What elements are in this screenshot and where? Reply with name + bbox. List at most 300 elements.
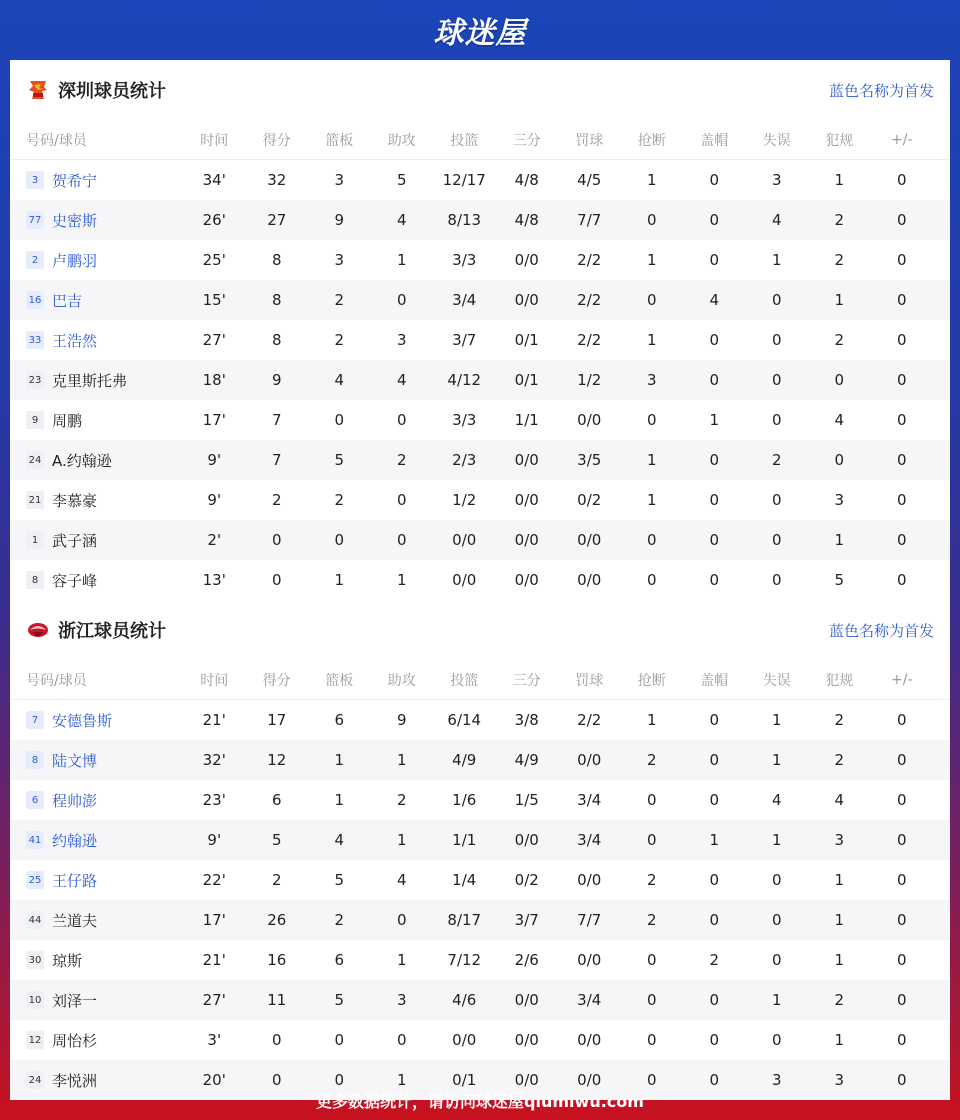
- stat-cell: 0: [709, 491, 720, 509]
- stat-cell: 2: [334, 331, 345, 349]
- stat-cell: 4/6: [452, 991, 477, 1009]
- stat-cell: 0: [709, 171, 720, 189]
- table-header: [10, 660, 950, 700]
- stat-cell: 5: [334, 451, 345, 469]
- jersey-number-badge: 24: [26, 1071, 44, 1089]
- player-cell: [10, 170, 183, 191]
- stat-cell: 32': [202, 751, 226, 769]
- jersey-number-badge: 3: [26, 171, 44, 189]
- stat-cell: 2/3: [452, 451, 477, 469]
- stat-cell: 1: [646, 451, 657, 469]
- stat-cell: 0: [709, 991, 720, 1009]
- stat-cell: 0: [646, 1071, 657, 1089]
- stat-cell: 3: [771, 1071, 782, 1089]
- column-header: 盖帽: [700, 672, 729, 689]
- stat-cell: 2: [771, 451, 782, 469]
- stat-cell: 0: [396, 411, 407, 429]
- stat-cell: 2: [834, 331, 845, 349]
- stat-cell: 0: [709, 251, 720, 269]
- stat-cell: 0/0: [577, 951, 602, 969]
- player-cell: [10, 910, 183, 931]
- starter-legend: 蓝色名称为首发: [828, 81, 934, 100]
- stat-cell: 1: [709, 411, 720, 429]
- player-cell: [10, 1030, 183, 1051]
- stat-cell: 0: [646, 211, 657, 229]
- stat-cell: 0: [709, 911, 720, 929]
- stat-cell: 0/1: [514, 371, 539, 389]
- stat-cell: 0: [646, 951, 657, 969]
- column-header: 助攻: [387, 672, 416, 689]
- stat-cell: 8: [271, 291, 282, 309]
- player-cell: [10, 410, 183, 431]
- stat-cell: 27': [202, 991, 226, 1009]
- stat-cell: 8/13: [447, 211, 482, 229]
- player-row[interactable]: [10, 940, 950, 980]
- stat-cell: 0/0: [514, 451, 539, 469]
- stat-cell: 3': [207, 1031, 222, 1049]
- stat-cell: 0: [896, 871, 907, 889]
- stat-cell: 2: [834, 991, 845, 1009]
- player-cell: [10, 790, 183, 811]
- stat-cell: 0: [709, 531, 720, 549]
- player-name[interactable]: 容子峰: [52, 571, 98, 590]
- stat-cell: 0/0: [577, 871, 602, 889]
- stat-cell: 0: [771, 411, 782, 429]
- stat-cell: 0: [771, 331, 782, 349]
- stat-cell: 0: [271, 1031, 282, 1049]
- column-header: 失误: [762, 672, 791, 689]
- player-name[interactable]: 兰道夫: [52, 911, 98, 930]
- stat-cell: 27': [202, 331, 226, 349]
- player-name[interactable]: 王仔路: [52, 871, 98, 890]
- stat-cell: 2/2: [577, 251, 602, 269]
- jersey-number-badge: 6: [26, 791, 44, 809]
- stat-cell: 1: [334, 751, 345, 769]
- stat-cell: 0: [771, 291, 782, 309]
- column-header: 罚球: [575, 672, 604, 689]
- stat-cell: 4: [709, 291, 720, 309]
- stat-cell: 4/8: [514, 211, 539, 229]
- stat-cell: 27: [267, 211, 287, 229]
- player-name[interactable]: 武子涵: [52, 531, 98, 550]
- stat-cell: 0/0: [514, 491, 539, 509]
- stat-cell: 7/7: [577, 211, 602, 229]
- jersey-number-badge: 23: [26, 371, 44, 389]
- stat-cell: 0: [709, 571, 720, 589]
- stat-cell: 1: [834, 1031, 845, 1049]
- player-row[interactable]: [10, 900, 950, 940]
- stat-cell: 16: [267, 951, 287, 969]
- column-header: 时间: [200, 672, 229, 689]
- player-cell: [10, 250, 183, 271]
- stat-cell: 3/4: [577, 791, 602, 809]
- stat-cell: 23': [202, 791, 226, 809]
- stat-cell: 0: [896, 991, 907, 1009]
- column-header: 得分: [262, 672, 291, 689]
- player-row[interactable]: [10, 560, 950, 600]
- jersey-number-badge: 16: [26, 291, 44, 309]
- stat-cell: 0/1: [514, 331, 539, 349]
- team-section-zhejiang: [10, 600, 950, 1100]
- player-name[interactable]: 贺希宁: [52, 171, 98, 190]
- stat-cell: 1/5: [514, 791, 539, 809]
- stat-cell: 1: [646, 171, 657, 189]
- stat-cell: 0: [646, 291, 657, 309]
- stat-cell: 7: [271, 411, 282, 429]
- section-header: [10, 60, 950, 120]
- player-rows: [10, 700, 950, 1100]
- stat-cell: 1: [646, 251, 657, 269]
- player-cell: [10, 990, 183, 1011]
- stat-cell: 5: [271, 831, 282, 849]
- stat-cell: 0: [896, 291, 907, 309]
- player-row[interactable]: [10, 980, 950, 1020]
- stat-cell: 0: [896, 1071, 907, 1089]
- stat-cell: 32: [267, 171, 287, 189]
- player-row[interactable]: [10, 440, 950, 480]
- section-title-group: [26, 77, 166, 103]
- stat-cell: 1/1: [452, 831, 477, 849]
- stat-cell: 5: [334, 871, 345, 889]
- section-title-group: [26, 617, 166, 643]
- stat-cell: 3: [396, 331, 407, 349]
- stat-cell: 4/12: [447, 371, 482, 389]
- stat-cell: 0: [271, 531, 282, 549]
- stat-cell: 0: [271, 1071, 282, 1089]
- column-header: +/-: [891, 131, 913, 148]
- column-header: 犯规: [825, 672, 854, 689]
- stat-cell: 8/17: [447, 911, 482, 929]
- stat-cell: 0: [896, 531, 907, 549]
- stat-cell: 12: [267, 751, 287, 769]
- player-name[interactable]: 周怡杉: [52, 1031, 98, 1050]
- stat-cell: 4: [771, 791, 782, 809]
- stat-cell: 0: [396, 1031, 407, 1049]
- player-name[interactable]: 琼斯: [52, 951, 83, 970]
- stat-cell: 2: [834, 211, 845, 229]
- player-name[interactable]: 克里斯托弗: [52, 371, 128, 390]
- stat-cell: 17: [267, 711, 287, 729]
- player-row[interactable]: [10, 400, 950, 440]
- stat-cell: 2: [646, 911, 657, 929]
- stat-cell: 6/14: [447, 711, 482, 729]
- stat-cell: 0: [896, 911, 907, 929]
- column-header: 投篮: [450, 132, 479, 149]
- stat-cell: 2/2: [577, 711, 602, 729]
- stat-cell: 9': [207, 831, 222, 849]
- stat-cell: 15': [202, 291, 226, 309]
- stat-cell: 3/7: [514, 911, 539, 929]
- player-name[interactable]: 刘泽一: [52, 991, 98, 1010]
- stat-cell: 0: [896, 451, 907, 469]
- stat-cell: 6: [271, 791, 282, 809]
- stat-cell: 0: [896, 331, 907, 349]
- stat-cell: 0/0: [514, 991, 539, 1009]
- stat-cell: 0/0: [514, 1071, 539, 1089]
- stat-cell: 2: [646, 751, 657, 769]
- stat-cell: 4: [396, 371, 407, 389]
- footer-text[interactable]: 更多数据统计，请访问球迷屋qiumiwu.com: [316, 1091, 644, 1111]
- stat-cell: 4: [771, 211, 782, 229]
- player-row[interactable]: [10, 740, 950, 780]
- stat-cell: 17': [202, 911, 226, 929]
- starter-legend: 蓝色名称为首发: [828, 621, 934, 640]
- stat-cell: 1/6: [452, 791, 477, 809]
- player-cell: [10, 570, 183, 591]
- stat-cell: 3: [834, 1071, 845, 1089]
- shenzhen-team-logo-icon: [26, 78, 50, 102]
- player-name[interactable]: 卢鹏羽: [52, 251, 98, 270]
- player-name[interactable]: 李慕豪: [52, 491, 98, 510]
- stat-cell: 1/2: [577, 371, 602, 389]
- stat-cell: 2/2: [577, 331, 602, 349]
- jersey-number-badge: 33: [26, 331, 44, 349]
- stat-cell: 0: [771, 1031, 782, 1049]
- stat-cell: 0/2: [514, 871, 539, 889]
- player-name[interactable]: 周鹏: [52, 411, 83, 430]
- player-row[interactable]: [10, 780, 950, 820]
- stat-cell: 7/12: [447, 951, 482, 969]
- table-header: [10, 120, 950, 160]
- column-header: 得分: [262, 132, 291, 149]
- stat-cell: 1: [396, 951, 407, 969]
- stat-cell: 1: [396, 751, 407, 769]
- stat-cell: 0: [896, 171, 907, 189]
- column-header: 投篮: [450, 672, 479, 689]
- player-name[interactable]: 王浩然: [52, 331, 98, 350]
- player-cell: [10, 370, 183, 391]
- player-name[interactable]: A.约翰逊: [52, 451, 112, 470]
- stat-cell: 0/0: [577, 1031, 602, 1049]
- stat-cell: 2/6: [514, 951, 539, 969]
- player-row[interactable]: [10, 700, 950, 740]
- stat-cell: 0/0: [514, 251, 539, 269]
- stat-cell: 0/0: [577, 751, 602, 769]
- stat-cell: 1: [834, 911, 845, 929]
- jersey-number-badge: 25: [26, 871, 44, 889]
- stat-cell: 2: [334, 491, 345, 509]
- stat-cell: 0: [771, 571, 782, 589]
- stat-cell: 3/4: [452, 291, 477, 309]
- footer-banner[interactable]: [0, 1080, 960, 1120]
- stat-cell: 5: [334, 991, 345, 1009]
- column-header: 三分: [512, 672, 541, 689]
- jersey-number-badge: 24: [26, 451, 44, 469]
- stat-cell: 0: [896, 831, 907, 849]
- stat-cell: 0: [709, 1031, 720, 1049]
- jersey-number-badge: 9: [26, 411, 44, 429]
- stat-cell: 0: [646, 791, 657, 809]
- column-header: 抢断: [637, 132, 666, 149]
- stat-cell: 3: [334, 251, 345, 269]
- column-header: +/-: [891, 671, 913, 688]
- stat-cell: 1: [396, 251, 407, 269]
- stat-cell: 6: [334, 711, 345, 729]
- stat-cell: 0/0: [514, 1031, 539, 1049]
- stat-cell: 1: [334, 791, 345, 809]
- stat-cell: 1: [834, 871, 845, 889]
- stat-cell: 0: [896, 571, 907, 589]
- stat-cell: 21': [202, 951, 226, 969]
- player-row[interactable]: [10, 360, 950, 400]
- stat-cell: 3/3: [452, 251, 477, 269]
- stat-cell: 0/0: [577, 531, 602, 549]
- player-row[interactable]: [10, 1020, 950, 1060]
- stat-cell: 3: [646, 371, 657, 389]
- stat-cell: 1: [396, 1071, 407, 1089]
- stat-cell: 4: [334, 831, 345, 849]
- stat-cell: 1: [646, 711, 657, 729]
- stat-cell: 3/4: [577, 991, 602, 1009]
- stat-cell: 0/1: [452, 1071, 477, 1089]
- player-cell: [10, 490, 183, 511]
- stat-cell: 0/2: [577, 491, 602, 509]
- stat-cell: 1: [771, 831, 782, 849]
- stat-cell: 18': [202, 371, 226, 389]
- stat-cell: 1: [834, 291, 845, 309]
- player-name[interactable]: 陆文博: [52, 751, 98, 770]
- stat-cell: 0: [646, 531, 657, 549]
- jersey-number-badge: 44: [26, 911, 44, 929]
- stat-cell: 0: [896, 751, 907, 769]
- stat-cell: 0/0: [452, 531, 477, 549]
- stat-cell: 0/0: [577, 571, 602, 589]
- player-row[interactable]: [10, 200, 950, 240]
- stat-cell: 0: [771, 871, 782, 889]
- player-name[interactable]: 约翰逊: [52, 831, 98, 850]
- column-header: 篮板: [325, 672, 354, 689]
- stat-cell: 9: [334, 211, 345, 229]
- stat-cell: 5: [834, 571, 845, 589]
- stat-cell: 3: [396, 991, 407, 1009]
- stat-cell: 8: [271, 331, 282, 349]
- stat-cell: 2: [834, 251, 845, 269]
- stat-cell: 0: [396, 911, 407, 929]
- player-row[interactable]: [10, 240, 950, 280]
- stat-cell: 2/2: [577, 291, 602, 309]
- player-cell: [10, 870, 183, 891]
- player-cell: [10, 450, 183, 471]
- stat-cell: 0: [709, 371, 720, 389]
- section-header: [10, 600, 950, 660]
- jersey-number-badge: 12: [26, 1031, 44, 1049]
- top-banner: [0, 0, 960, 60]
- site-logo[interactable]: 球迷屋: [433, 16, 527, 51]
- jersey-number-badge: 77: [26, 211, 44, 229]
- stat-cell: 6: [334, 951, 345, 969]
- stat-cell: 0: [896, 371, 907, 389]
- player-cell: [10, 530, 183, 551]
- player-row[interactable]: [10, 480, 950, 520]
- player-row[interactable]: [10, 280, 950, 320]
- section-title: 浙江球员统计: [58, 621, 166, 642]
- stat-cell: 3/3: [452, 411, 477, 429]
- stat-cell: 4: [396, 871, 407, 889]
- stat-cell: 4: [334, 371, 345, 389]
- stat-cell: 1/1: [514, 411, 539, 429]
- player-cell: [10, 330, 183, 351]
- stat-cell: 26': [202, 211, 226, 229]
- stat-cell: 9: [396, 711, 407, 729]
- column-header: 三分: [512, 132, 541, 149]
- stat-cell: 1/2: [452, 491, 477, 509]
- stat-cell: 0: [709, 331, 720, 349]
- stat-cell: 2: [396, 451, 407, 469]
- stat-cell: 2: [834, 711, 845, 729]
- stat-cell: 3/5: [577, 451, 602, 469]
- stat-cell: 3/4: [577, 831, 602, 849]
- stat-cell: 17': [202, 411, 226, 429]
- stat-cell: 0: [709, 791, 720, 809]
- stat-cell: 0: [896, 711, 907, 729]
- player-cell: [10, 290, 183, 311]
- stat-cell: 2: [271, 491, 282, 509]
- player-row[interactable]: [10, 860, 950, 900]
- jersey-number-badge: 8: [26, 751, 44, 769]
- stat-cell: 0: [771, 951, 782, 969]
- stat-cell: 0: [646, 411, 657, 429]
- stat-cell: 3: [771, 171, 782, 189]
- stat-cell: 0: [709, 211, 720, 229]
- player-row[interactable]: [10, 520, 950, 560]
- player-row[interactable]: [10, 320, 950, 360]
- stat-cell: 22': [202, 871, 226, 889]
- stat-cell: 0: [709, 711, 720, 729]
- stat-cell: 0: [771, 491, 782, 509]
- stat-cell: 0: [646, 1031, 657, 1049]
- stat-cell: 1: [771, 251, 782, 269]
- player-cell: [10, 710, 183, 731]
- stat-cell: 0: [396, 491, 407, 509]
- player-row[interactable]: [10, 160, 950, 200]
- stat-cell: 1: [834, 531, 845, 549]
- stat-cell: 1: [771, 711, 782, 729]
- column-header: 时间: [200, 132, 229, 149]
- stat-cell: 4/9: [514, 751, 539, 769]
- player-cell: [10, 950, 183, 971]
- column-header: 失误: [762, 132, 791, 149]
- stat-cell: 0: [896, 411, 907, 429]
- stat-cell: 0: [834, 371, 845, 389]
- player-name[interactable]: 李悦洲: [52, 1071, 98, 1090]
- stat-cell: 0/0: [514, 571, 539, 589]
- jersey-number-badge: 7: [26, 711, 44, 729]
- player-name[interactable]: 巴吉: [52, 291, 83, 310]
- stat-cell: 0: [334, 411, 345, 429]
- stat-cell: 11: [267, 991, 287, 1009]
- jersey-number-badge: 1: [26, 531, 44, 549]
- stat-cell: 9': [207, 451, 222, 469]
- stat-cell: 2: [646, 871, 657, 889]
- stat-cell: 9': [207, 491, 222, 509]
- stat-cell: 8: [271, 251, 282, 269]
- stat-cell: 21': [202, 711, 226, 729]
- player-name[interactable]: 程帅澎: [52, 791, 98, 810]
- stat-cell: 1: [834, 951, 845, 969]
- stat-cell: 0: [709, 751, 720, 769]
- stat-cell: 1: [396, 571, 407, 589]
- jersey-number-badge: 8: [26, 571, 44, 589]
- player-name[interactable]: 安德鲁斯: [52, 711, 113, 730]
- player-name[interactable]: 史密斯: [52, 211, 98, 230]
- player-row[interactable]: [10, 820, 950, 860]
- stat-cell: 7: [271, 451, 282, 469]
- jersey-number-badge: 41: [26, 831, 44, 849]
- stat-cell: 7/7: [577, 911, 602, 929]
- column-header: 犯规: [825, 132, 854, 149]
- stat-cell: 0: [896, 1031, 907, 1049]
- stat-cell: 0: [709, 451, 720, 469]
